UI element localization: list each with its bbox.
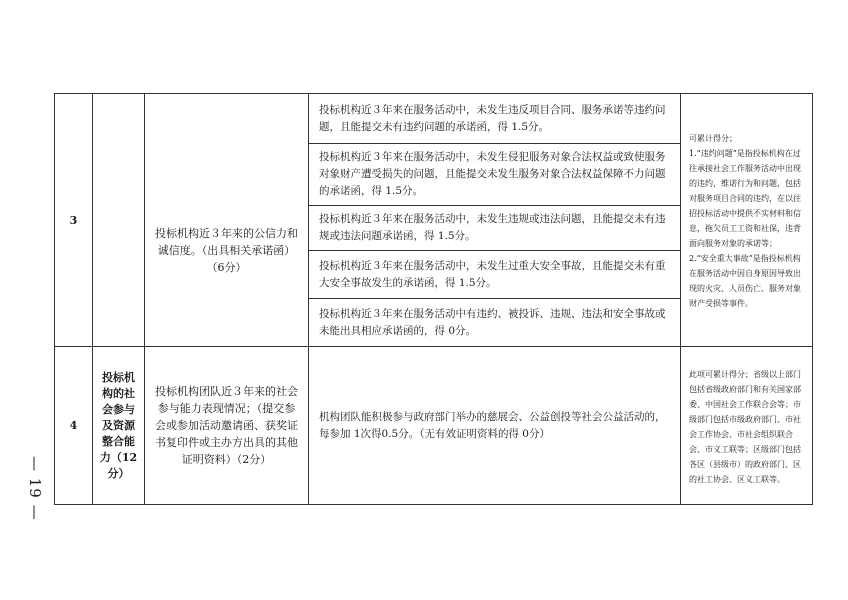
scoring-standard-text: 投标机构近３年来在服务活动中，未发生违规或违法问题，且能提交未有违规或违法问题承诺函，得 1.5分。 [319,213,666,242]
scoring-standard-cell [309,206,681,251]
notes-line: 可累计得分； [689,134,737,143]
table-row [55,94,813,144]
row-number: 3 [55,94,93,347]
category-cell [93,347,145,505]
notes-line: 2.“安全重大事故”是指投标机构在服务活动中因自身原因导致出现的火灾、人员伤亡、服务对象财产受损等事件。 [689,254,801,308]
scoring-standard-text: 投标机构近３年来在服务活动中，未发生过重大安全事故，且能提交未有重大安全事故发生的承诺函，得 1.5分。 [319,259,666,289]
scoring-standard-cell [309,251,681,299]
evaluation-item-text: 投标机构团队近３年来的社会参与能力表现情况；（提交参会或参加活动邀请函、获奖证书复印件或主办方出具的其他证明资料）（2分） [155,385,298,466]
evaluation-item-cell [145,347,309,505]
scoring-standard-text: 投标机构近３年来在服务活动中有违约、被投诉、违规、违法和安全事故或未能出具相应承诺函的，得 0分。 [319,307,666,337]
table-row [55,347,813,505]
scoring-standard-text: 投标机构近３年来在服务活动中，未发生侵犯服务对象合法权益或致使服务对象财产遭受损失的问题，且能提交未发生服务对象合法权益保障不力问题的承诺函，得 1.5分。 [319,151,666,197]
scoring-standard-cell [309,94,681,144]
notes-cell [681,94,813,347]
scoring-table [54,93,813,505]
scoring-standard-cell [309,347,681,505]
category-cell [93,94,145,347]
scoring-standard-text: 机构团队能积极参与政府部门举办的慈展会、公益创投等社会公益活动的，每参加 1次得0.5分。（无有效证明资料的得 0分） [319,410,666,440]
row-number: 4 [55,347,93,505]
scoring-standard-text: 投标机构近３年来在服务活动中，未发生违反项目合同、服务承诺等违约问题，且能提交未有违约问题的承诺函，得 1.5分。 [319,103,666,133]
notes-line: 1.“违约问题”是指投标机构在过往承接社会工作服务活动中出现的违约，维诺行为和问题，包括对服务项目合同的违约，在以往招投标活动中提供不实材料和信息，拖欠员工工资和社保，违背面向服务对象的承诺等； [689,149,801,248]
evaluation-item-cell [145,94,309,347]
scoring-standard-cell [309,299,681,347]
notes-text [681,125,812,315]
notes-text: 此项可累计得分；省级以上部门包括省级政府部门和有关国家部委、中国社会工作联合会等；市级部门包括市级政府部门、市社会工作协会、市社会组织联合会、市义工联等；区级部门包括各区（县级市）的政府部门、区的社工协会、区义工联等。 [689,369,801,484]
notes-cell [681,347,813,505]
evaluation-item-text: 投标机构近３年来的公信力和诚信度。（出具相关承诺函）（6分） [155,226,298,274]
category-text: 投标机构的社会参与及资源整合能力（12分） [99,370,138,480]
page-number: — 19 — [26,456,44,521]
scoring-standard-cell [309,144,681,206]
